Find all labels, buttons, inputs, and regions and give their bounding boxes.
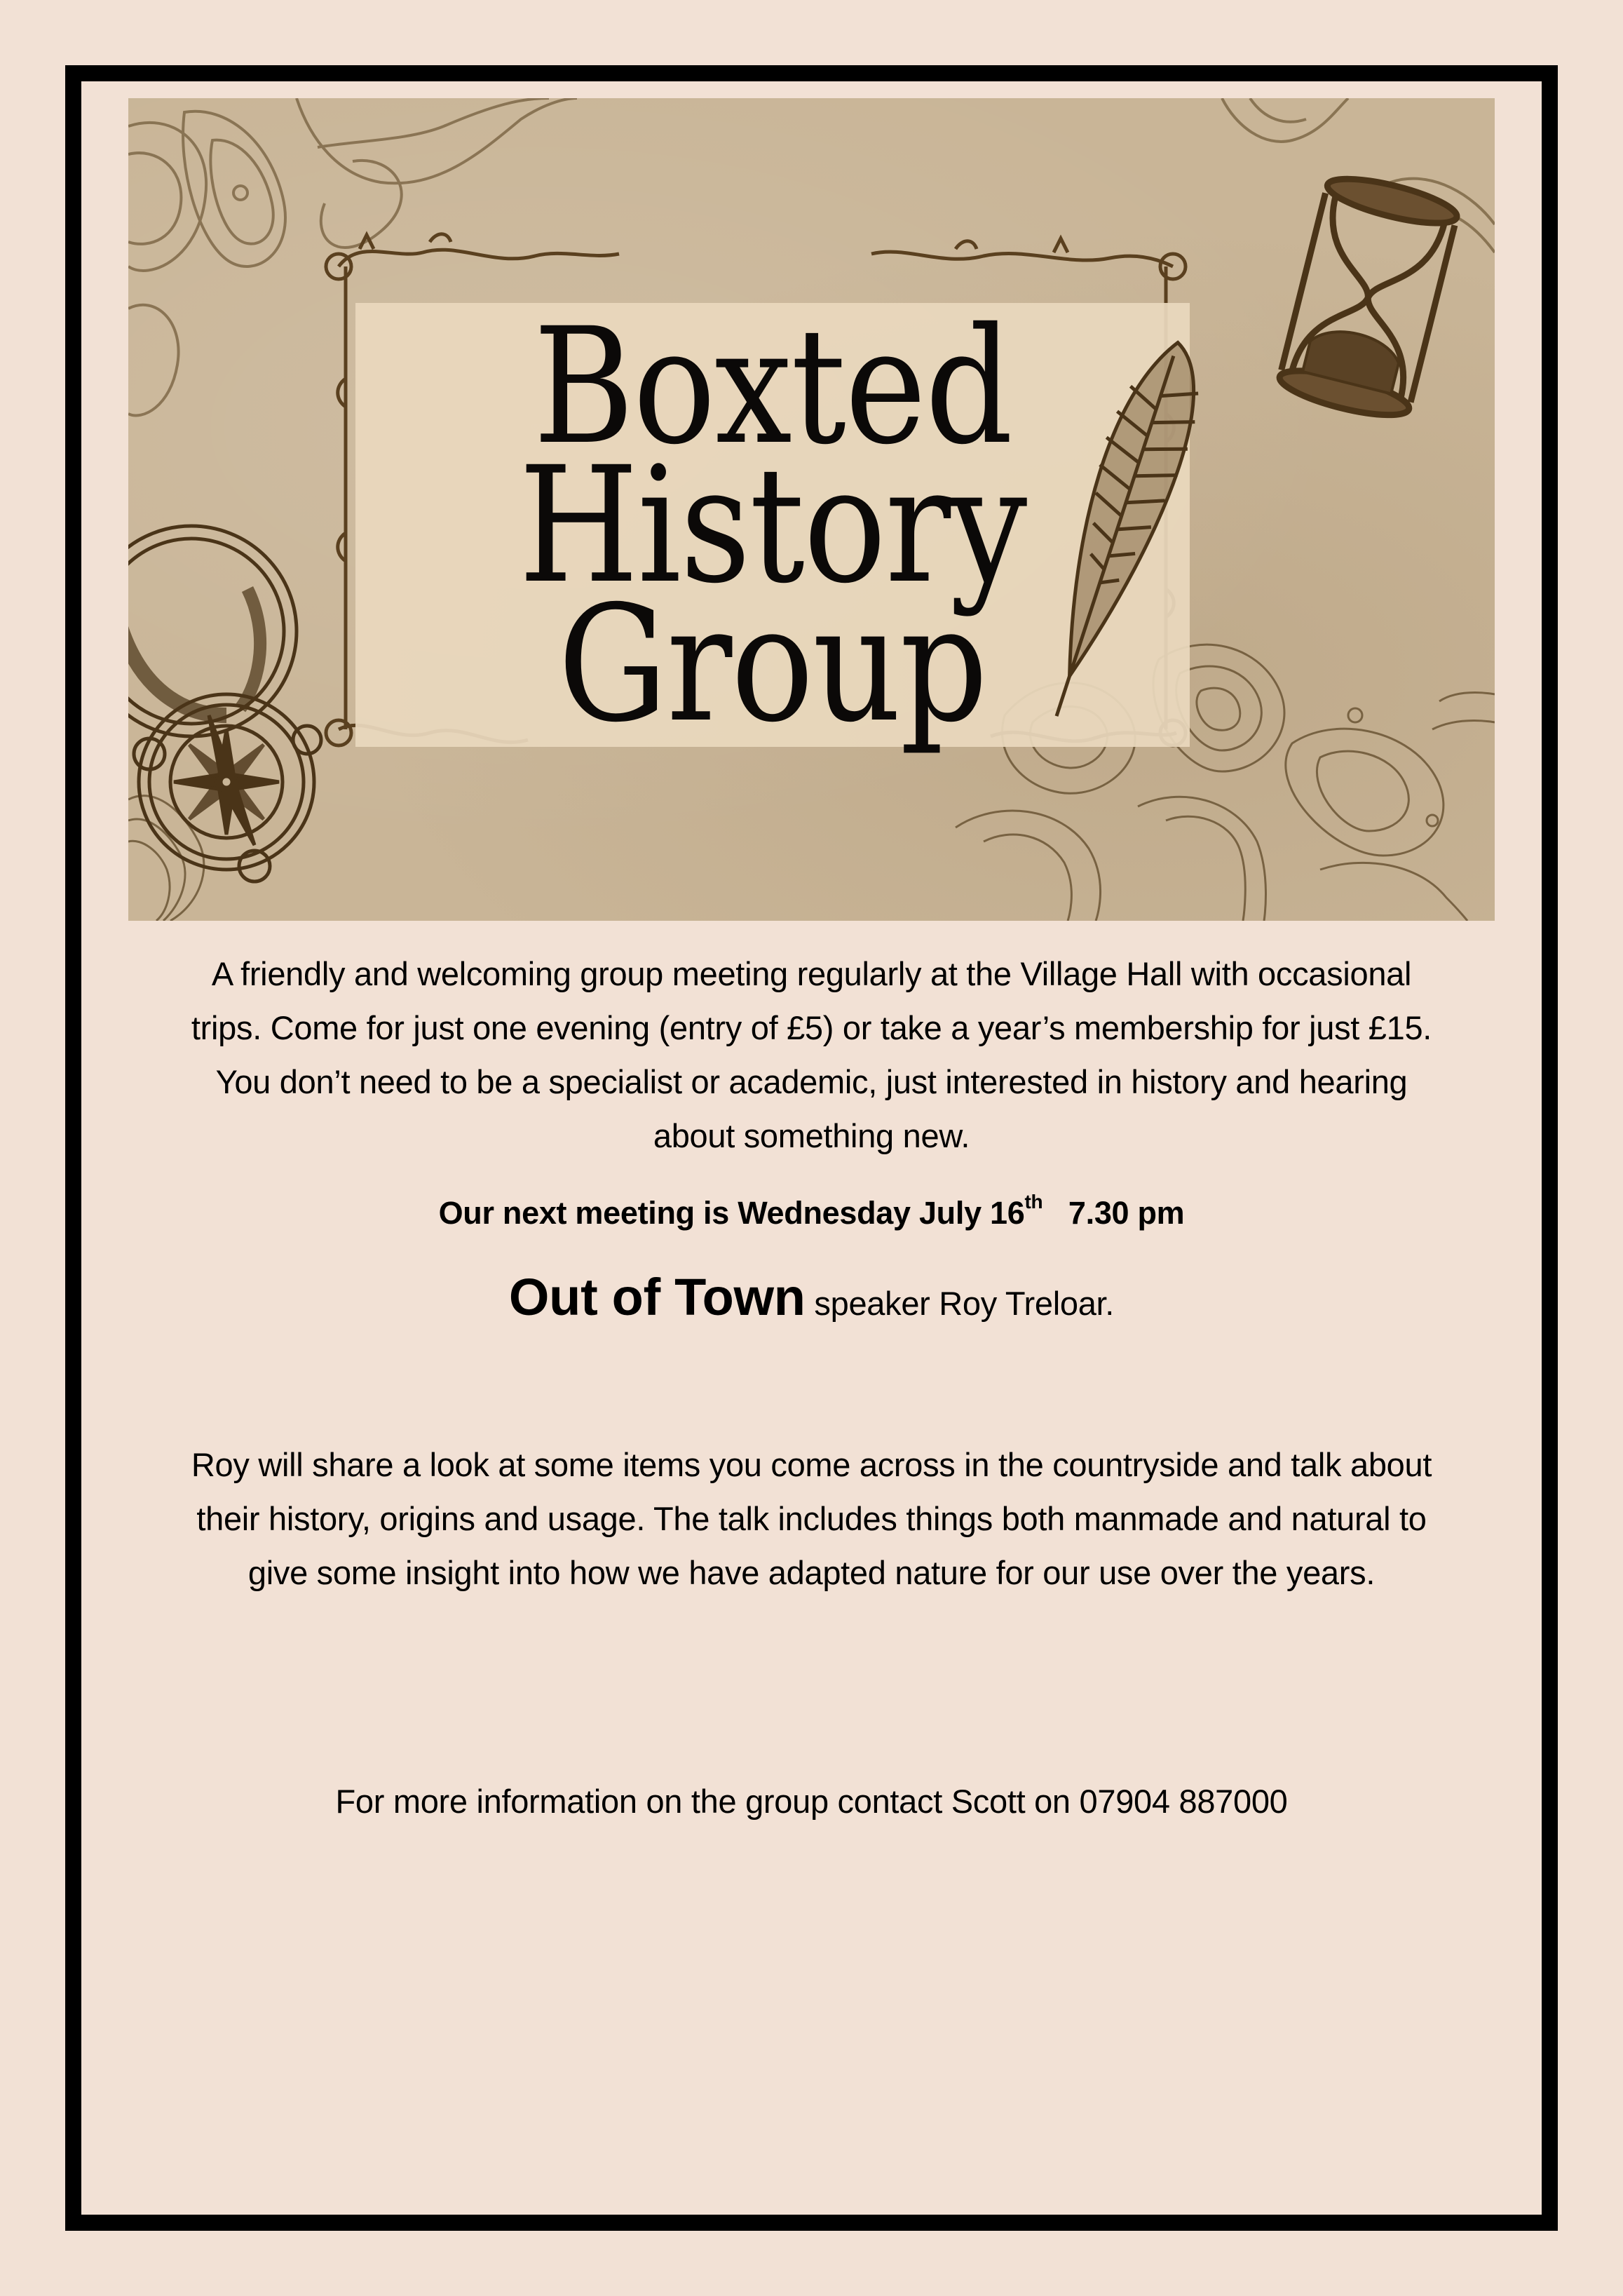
- compass-icon: [134, 694, 321, 882]
- intro-line: You don’t need to be a specialist or academic, just interested in history and hearing: [215, 1063, 1408, 1100]
- title-line-boxted: Boxted: [533, 292, 1012, 480]
- intro-line: about something new.: [653, 1117, 970, 1154]
- talk-speaker: speaker Roy Treloar.: [814, 1285, 1115, 1322]
- hourglass-icon: [1276, 170, 1460, 424]
- meeting-time: 7.30 pm: [1068, 1195, 1185, 1231]
- intro-line: A friendly and welcoming group meeting regularly at the Village Hall with occasional: [211, 955, 1412, 992]
- title-line-history: History: [519, 431, 1026, 619]
- title-line-group: Group: [558, 570, 987, 757]
- intro-paragraph: [98, 947, 1525, 1163]
- description-line: their history, origins and usage. The talk includes things both manmade and natural to: [196, 1500, 1427, 1537]
- talk-heading: [98, 1262, 1525, 1339]
- intro-line: trips. Come for just one evening (entry of £5) or take a year’s membership for just £15.: [191, 1009, 1432, 1046]
- talk-description: [98, 1438, 1525, 1600]
- description-line: Roy will share a look at some items you come across in the countryside and talk about: [191, 1446, 1432, 1483]
- description-line: give some insight into how we have adapted nature for our use over the years.: [247, 1554, 1376, 1591]
- contact-text: For more information on the group contact Scott on 07904 887000: [335, 1783, 1288, 1820]
- header-banner: [128, 98, 1495, 921]
- next-meeting-line: [98, 1189, 1525, 1238]
- banner-title: [355, 292, 1190, 757]
- meeting-date: Our next meeting is Wednesday July 16: [438, 1195, 1025, 1231]
- date-ordinal-suffix: th: [1024, 1191, 1043, 1213]
- contact-info: [98, 1774, 1525, 1828]
- talk-title: Out of Town: [508, 1268, 806, 1326]
